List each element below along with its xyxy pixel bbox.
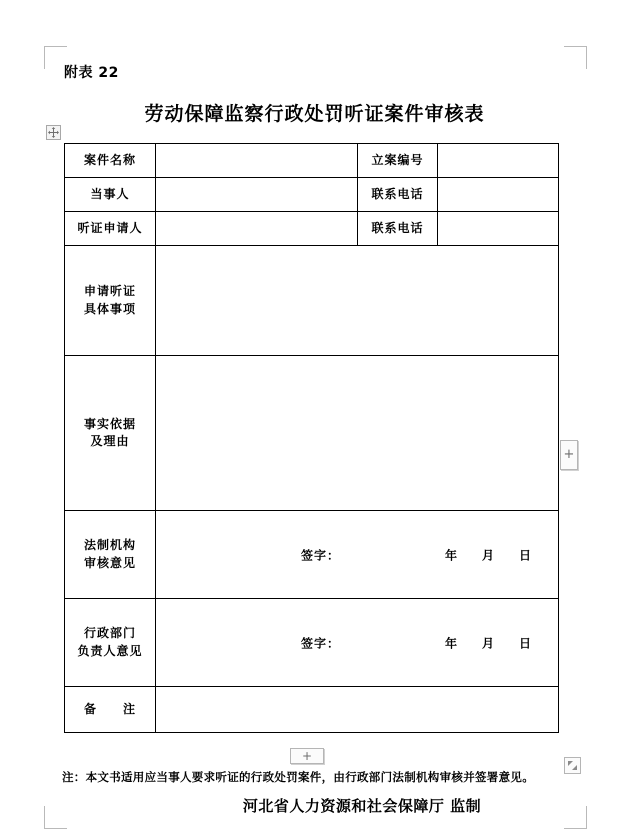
row-label-applicant-phone: 联系电话 <box>358 212 438 246</box>
row-label-hearing-applicant: 听证申请人 <box>65 212 156 246</box>
signature-label-admin: 签字： <box>301 636 341 650</box>
label-line-2: 负责人意见 <box>77 643 143 658</box>
label-line-1: 行政部门 <box>83 626 136 641</box>
date-month-legal: 月 <box>482 548 496 562</box>
row-value-party-phone[interactable] <box>438 178 559 212</box>
date-day-admin: 日 <box>519 636 533 650</box>
table-row <box>65 599 559 687</box>
table-row <box>65 356 559 511</box>
row-value-case-name[interactable] <box>156 144 358 178</box>
move-cross-icon <box>47 126 60 139</box>
table-row <box>65 246 559 356</box>
date-month-admin: 月 <box>482 636 496 650</box>
footer-note: 注：本文书适用应当事人要求听证的行政处罚案件，由行政部门法制机构审核并签署意见。 <box>62 770 534 784</box>
date-year-legal: 年 <box>445 548 459 562</box>
table-row <box>65 511 559 599</box>
label-line-2: 具体事项 <box>83 301 136 316</box>
table-row <box>65 144 559 178</box>
row-label-facts-and-reasons <box>65 356 156 511</box>
page-corner-mark-top-right <box>564 46 587 69</box>
insert-column-button[interactable]: + <box>560 440 578 470</box>
row-value-filing-number[interactable] <box>438 144 559 178</box>
row-label-filing-number: 立案编号 <box>358 144 438 178</box>
row-label-hearing-matters <box>65 246 156 356</box>
table-resize-handle[interactable] <box>564 757 581 774</box>
table-move-handle[interactable] <box>46 125 61 140</box>
row-label-party-phone: 联系电话 <box>358 178 438 212</box>
table-row <box>65 178 559 212</box>
label-line-1: 申请听证 <box>83 284 136 299</box>
row-value-applicant-phone[interactable] <box>438 212 559 246</box>
resize-diagonal-icon <box>565 758 580 773</box>
table-row <box>65 687 559 733</box>
row-value-remark[interactable] <box>156 687 559 733</box>
row-value-admin-head-opinion[interactable] <box>156 599 559 687</box>
row-label-case-name: 案件名称 <box>65 144 156 178</box>
issuing-authority: 河北省人力资源和社会保障厅 监制 <box>242 797 482 815</box>
row-value-hearing-matters[interactable] <box>156 246 559 356</box>
table-row <box>65 212 559 246</box>
signature-label-legal: 签字： <box>301 548 341 562</box>
row-value-legal-department-opinion[interactable] <box>156 511 559 599</box>
insert-row-button[interactable]: + <box>290 748 324 764</box>
date-year-admin: 年 <box>445 636 459 650</box>
page-title: 劳动保障监察行政处罚听证案件审核表 <box>144 103 485 125</box>
row-value-hearing-applicant[interactable] <box>156 212 358 246</box>
row-label-legal-department-opinion <box>65 511 156 599</box>
row-value-party[interactable] <box>156 178 358 212</box>
row-label-party: 当事人 <box>65 178 156 212</box>
label-line-1: 法制机构 <box>83 538 136 553</box>
form-number-label: 附表 22 <box>64 65 119 81</box>
row-label-admin-head-opinion <box>65 599 156 687</box>
case-review-form-table <box>64 143 559 733</box>
label-line-1: 事实依据 <box>83 416 136 431</box>
label-line-2: 及理由 <box>90 434 130 448</box>
label-line-2: 审核意见 <box>83 555 136 570</box>
row-label-remark: 备 注 <box>65 687 156 733</box>
row-value-facts-and-reasons[interactable] <box>156 356 559 511</box>
date-day-legal: 日 <box>519 548 533 562</box>
